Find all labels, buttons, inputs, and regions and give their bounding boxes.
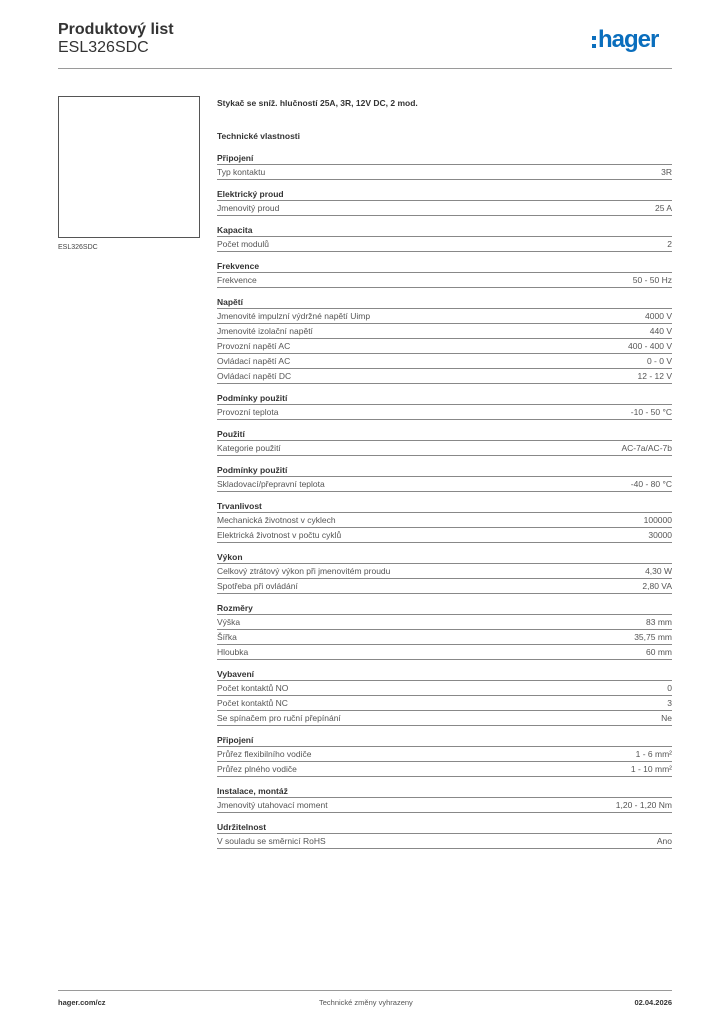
specs-heading: Technické vlastnosti [217, 131, 300, 141]
spec-row [217, 324, 672, 339]
spec-label: Výška [217, 617, 241, 627]
section-title: Výkon [217, 551, 672, 564]
spec-row [217, 681, 672, 696]
spec-section [217, 392, 672, 420]
spec-value: 4000 V [645, 311, 672, 321]
section-title: Elektrický proud [217, 188, 672, 201]
spec-row [217, 441, 672, 456]
spec-row [217, 711, 672, 726]
spec-label: Skladovací/přepravní teplota [217, 479, 325, 489]
spec-row [217, 405, 672, 420]
spec-value: -10 - 50 °C [630, 407, 672, 417]
spec-value: 35,75 mm [634, 632, 672, 642]
spec-section [217, 296, 672, 384]
product-image-caption: ESL326SDC [58, 244, 98, 251]
spec-value: 0 - 0 V [646, 356, 672, 366]
spec-label: Typ kontaktu [217, 167, 266, 177]
spec-row [217, 564, 672, 579]
spec-label: Spotřeba při ovládání [217, 581, 298, 591]
hager-logo [592, 27, 658, 57]
spec-row [217, 309, 672, 324]
header-divider [58, 68, 672, 69]
spec-value: 2 [667, 239, 672, 249]
spec-row [217, 513, 672, 528]
spec-row [217, 528, 672, 543]
footer-divider [58, 990, 672, 991]
spec-label: Jmenovitý utahovací moment [217, 800, 328, 810]
spec-row [217, 477, 672, 492]
section-title: Připojení [217, 734, 672, 747]
spec-value: 12 - 12 V [637, 371, 672, 381]
section-title: Napětí [217, 296, 672, 309]
spec-label: Hloubka [217, 647, 249, 657]
spec-row [217, 237, 672, 252]
spec-section [217, 224, 672, 252]
page-title: Produktový list [58, 21, 174, 38]
spec-value: -40 - 80 °C [630, 479, 672, 489]
section-title: Instalace, montáž [217, 785, 672, 798]
spec-label: Provozní napětí AC [217, 341, 291, 351]
spec-label: Ovládací napětí AC [217, 356, 291, 366]
section-title: Kapacita [217, 224, 672, 237]
spec-section [217, 464, 672, 492]
section-title: Podmínky použití [217, 464, 672, 477]
spec-row [217, 834, 672, 849]
logo-dots-icon [592, 36, 596, 48]
spec-label: Průřez flexibilního vodiče [217, 749, 312, 759]
spec-label: Celkový ztrátový výkon při jmenovitém proudu [217, 566, 391, 576]
spec-label: Mechanická životnost v cyklech [217, 515, 336, 525]
spec-section [217, 734, 672, 777]
spec-value: 60 mm [646, 647, 672, 657]
spec-row [217, 369, 672, 384]
spec-value: 100000 [643, 515, 672, 525]
spec-value: 3R [661, 167, 672, 177]
spec-label: Jmenovité impulzní výdržné napětí Uimp [217, 311, 371, 321]
spec-value: 30000 [648, 530, 672, 540]
footer-website: hager.com/cz [58, 998, 106, 1007]
spec-label: Elektrická životnost v počtu cyklů [217, 530, 342, 540]
spec-label: V souladu se směrnicí RoHS [217, 836, 326, 846]
spec-section [217, 152, 672, 180]
spec-section [217, 821, 672, 849]
spec-label: Šířka [217, 632, 237, 642]
spec-sections [217, 152, 672, 849]
spec-content [217, 96, 672, 849]
spec-value: 25 A [654, 203, 672, 213]
footer-note: Technické změny vyhrazeny [319, 998, 413, 1007]
spec-label: Jmenovité izolační napětí [217, 326, 313, 336]
spec-label: Počet kontaktů NC [217, 698, 288, 708]
spec-section [217, 668, 672, 726]
spec-value: 1 - 10 mm² [630, 764, 672, 774]
spec-label: Frekvence [217, 275, 257, 285]
product-image [58, 96, 200, 238]
spec-section [217, 260, 672, 288]
spec-row [217, 762, 672, 777]
spec-value: 50 - 50 Hz [632, 275, 672, 285]
spec-label: Jmenovitý proud [217, 203, 280, 213]
spec-section [217, 602, 672, 660]
logo-text: hager [598, 26, 659, 53]
spec-value: 0 [667, 683, 672, 693]
spec-label: Se spínačem pro ruční přepínání [217, 713, 341, 723]
spec-row [217, 579, 672, 594]
spec-value: 440 V [649, 326, 672, 336]
section-title: Udržitelnost [217, 821, 672, 834]
section-title: Rozměry [217, 602, 672, 615]
spec-label: Počet kontaktů NO [217, 683, 289, 693]
spec-label: Průřez plného vodiče [217, 764, 297, 774]
spec-value: 4,30 W [645, 566, 672, 576]
product-code: ESL326SDC [58, 39, 149, 56]
spec-row [217, 615, 672, 630]
product-description: Stykač se sníž. hlučností 25A, 3R, 12V DC, 2 mod. [217, 98, 418, 108]
spec-value: 1,20 - 1,20 Nm [615, 800, 672, 810]
spec-row [217, 354, 672, 369]
spec-section [217, 551, 672, 594]
spec-row [217, 273, 672, 288]
spec-value: 2,80 VA [642, 581, 672, 591]
spec-value: 83 mm [646, 617, 672, 627]
footer-date: 02.04.2026 [634, 998, 672, 1007]
spec-row [217, 696, 672, 711]
spec-label: Ovládací napětí DC [217, 371, 292, 381]
spec-row [217, 645, 672, 660]
section-title: Připojení [217, 152, 672, 165]
section-title: Použití [217, 428, 672, 441]
spec-row [217, 630, 672, 645]
spec-section [217, 428, 672, 456]
section-title: Trvanlivost [217, 500, 672, 513]
spec-value: AC-7a/AC-7b [621, 443, 672, 453]
section-title: Vybavení [217, 668, 672, 681]
spec-value: Ne [661, 713, 672, 723]
spec-label: Počet modulů [217, 239, 269, 249]
section-title: Frekvence [217, 260, 672, 273]
spec-label: Kategorie použití [217, 443, 281, 453]
spec-section [217, 188, 672, 216]
spec-row [217, 165, 672, 180]
spec-row [217, 798, 672, 813]
spec-label: Provozní teplota [217, 407, 279, 417]
spec-section [217, 500, 672, 543]
section-title: Podmínky použití [217, 392, 672, 405]
spec-value: 3 [667, 698, 672, 708]
spec-value: 1 - 6 mm² [635, 749, 672, 759]
spec-value: 400 - 400 V [628, 341, 672, 351]
spec-value: Ano [656, 836, 672, 846]
spec-section [217, 785, 672, 813]
spec-row [217, 339, 672, 354]
spec-row [217, 201, 672, 216]
spec-row [217, 747, 672, 762]
